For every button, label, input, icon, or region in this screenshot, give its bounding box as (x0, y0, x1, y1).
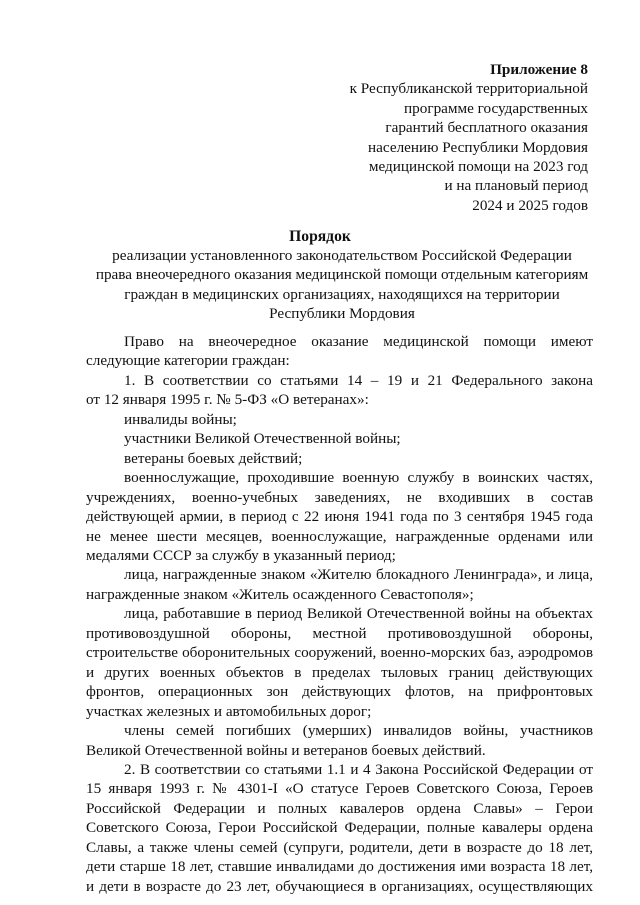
body-line: фронтов, операционных зон действующих флотов, на прифронтовых (86, 683, 593, 701)
document-body (86, 332, 593, 896)
body-line: 2. В соответствии со статьями 1.1 и 4 Закона Российской Федерации от (124, 760, 593, 778)
body-line: инвалиды войны; (124, 410, 237, 428)
body-line: 15 января 1993 г. № 4301-I «О статусе Героев Советского Союза, Героев (86, 780, 593, 798)
body-line: Великой Отечественной войны и ветеранов боевых действий. (86, 741, 486, 759)
body-line: Право на внеочередное оказание медицинской помощи имеют (124, 333, 593, 350)
body-line: медалями СССР за службу в указанный период; (86, 546, 396, 564)
body-line: награжденные знаком «Житель осажденного Севастополя»; (86, 585, 474, 603)
appendix-line: населению Республики Мордовия (368, 138, 588, 156)
document-title: Порядок (289, 228, 351, 245)
appendix-line: программе государственных (404, 99, 588, 117)
appendix-line: к Республиканской территориальной (349, 80, 588, 98)
appendix-line: медицинской помощи на 2023 год (368, 158, 588, 176)
subtitle-line: права внеочередного оказания медицинской помощи отдельным категориям (95, 266, 589, 284)
body-line: дети старше 18 лет, ставшие инвалидами до достижения ими возраста 18 лет, (86, 858, 593, 876)
body-line: Славы, а также члены семей (супруги, родители, дети в возрасте до 18 лет, (86, 838, 593, 856)
body-line: противовоздушной обороны, местной противовоздушной обороны, (86, 624, 593, 642)
body-line: Российской Федерации и полных кавалеров ордена Славы» – Герои (86, 799, 593, 817)
document-subtitle (92, 246, 592, 324)
body-line: участники Великой Отечественной войны; (124, 430, 401, 448)
body-line: 1. В соответствии со статьями 14 – 19 и 21 Федерального закона (124, 371, 593, 389)
body-line: следующие категории граждан: (86, 352, 290, 370)
body-line: члены семей погибших (умерших) инвалидов войны, участников (124, 722, 593, 740)
body-line: строительстве оборонительных сооружений, военно-морских баз, аэродромов (86, 644, 593, 662)
body-line: военнослужащие, проходившие военную службу в воинских частях, (124, 469, 593, 487)
appendix-line: и на плановый период (444, 177, 588, 195)
appendix-line: 2024 и 2025 годов (472, 196, 588, 214)
appendix-title: Приложение 8 (490, 61, 588, 78)
subtitle-line: Республики Мордовия (269, 305, 415, 323)
body-line: Советского Союза, Герои Российской Федерации, полные кавалеры ордена (86, 819, 593, 837)
subtitle-line: реализации установленного законодательством Российской Федерации (112, 247, 572, 264)
body-line: и дети в возрасте до 23 лет, обучающиеся в организациях, осуществляющих (86, 877, 593, 895)
appendix-line: гарантий бесплатного оказания (385, 119, 588, 137)
body-line: действующей армии, в период с 22 июня 1941 года по 3 сентября 1945 года (86, 508, 593, 526)
body-line: не менее шести месяцев, военнослужащие, награжденные орденами или (86, 527, 593, 545)
body-line: учреждениях, военно-учебных заведениях, не входивших в состав (86, 488, 593, 506)
subtitle-line: граждан в медицинских организациях, находящихся на территории (124, 285, 560, 303)
body-line: лица, работавшие в период Великой Отечественной войны на объектах (124, 605, 593, 623)
body-line: от 12 января 1995 г. № 5-ФЗ «О ветеранах»: (86, 391, 369, 409)
body-line: лица, награжденные знаком «Жителю блокадного Ленинграда», и лица, (124, 566, 593, 584)
body-line: участках железных и автомобильных дорог; (86, 702, 372, 720)
body-line: ветераны боевых действий; (124, 449, 303, 467)
appendix-block (288, 60, 588, 215)
body-line: и других военных объектов в пределах тыловых границ действующих (86, 663, 593, 681)
